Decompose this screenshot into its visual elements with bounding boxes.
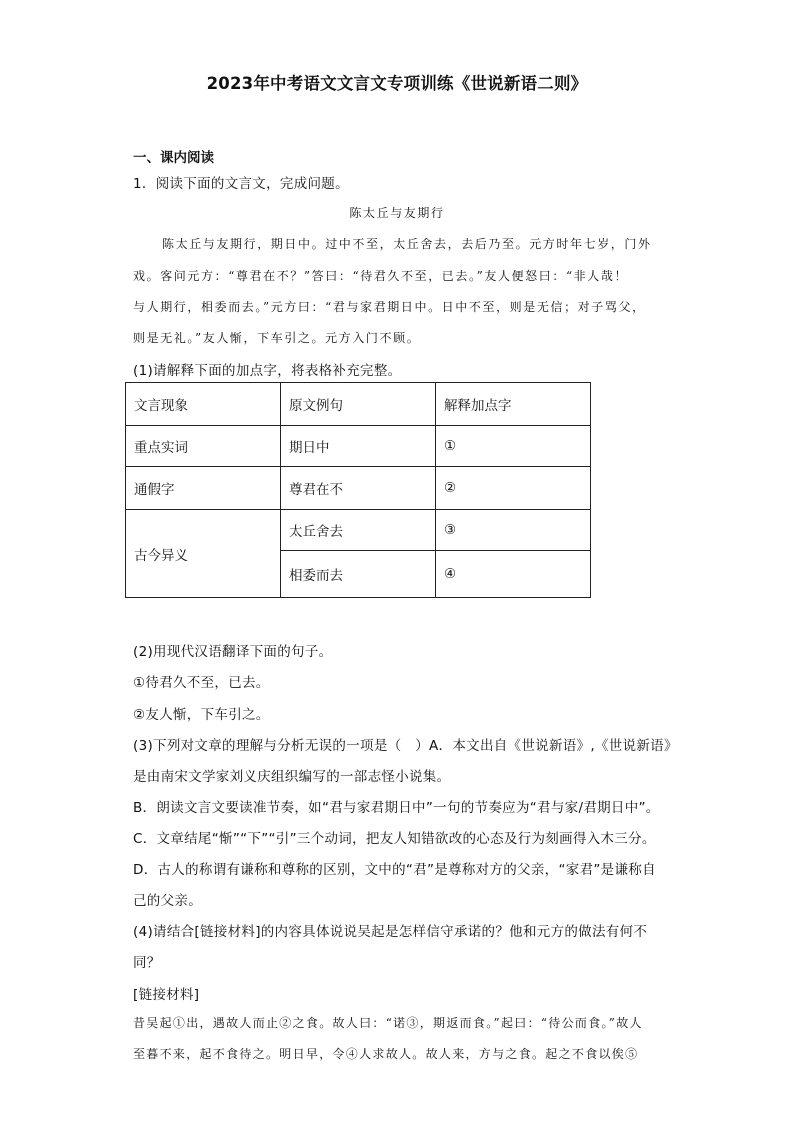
option-d: 己的父亲。	[133, 893, 202, 909]
table-cell: ④	[436, 551, 591, 598]
link-line: 昔吴起①出，遇故人而止②之食。故人曰：“诺③，期返而食。”起曰：“待公而食。”故人	[133, 1016, 643, 1030]
table-cell: 重点实词	[126, 426, 281, 467]
option-b: B．朗读文言文要读准节奏，如“君与家君期日中”一句的节奏应为“君与家/君期日中”。	[133, 800, 660, 816]
sub-question-3: (3)下列对文章的理解与分析无误的一项是（ ）A．本文出自《世说新语》,《世说新语》	[133, 738, 678, 754]
passage-title: 陈太丘与友期行	[349, 206, 445, 220]
sub-question-2: (2)用现代汉语翻译下面的句子。	[133, 644, 333, 660]
translate-item: ②友人惭，下车引之。	[133, 707, 270, 723]
table-cell: 古今异义	[126, 510, 281, 598]
passage-line: 与人期行，相委而去。”元方曰：“君与家君期日中。日中不至，则是无信；对子骂父，	[133, 300, 646, 314]
table-cell: 尊君在不	[281, 467, 436, 510]
table-cell: 期日中	[281, 426, 436, 467]
link-line: 至暮不来，起不食待之。明日早，令④人求故人。故人来，方与之食。起之不食以俟⑤	[133, 1047, 639, 1061]
question-1: 1．阅读下面的文言文，完成问题。	[133, 176, 349, 192]
table-cell: 太丘舍去	[281, 510, 436, 551]
sub-question-4: (4)请结合[链接材料]的内容具体说说吴起是怎样信守承诺的？他和元方的做法有何不	[133, 924, 648, 940]
link-label: [链接材料]	[133, 987, 200, 1003]
table-header: 原文例句	[281, 383, 436, 426]
table-cell: ①	[436, 426, 591, 467]
table-cell: 相委而去	[281, 551, 436, 598]
option-c: C．文章结尾“惭”“下”“引”三个动词，把友人知错欲改的心态及行为刻画得入木三分。	[133, 831, 656, 847]
passage-line: 陈太丘与友期行，期日中。过中不至，太丘舍去，去后乃至。元方时年七岁，门外	[162, 237, 652, 251]
translate-item: ①待君久不至，已去。	[133, 675, 270, 691]
section-heading: 一、课内阅读	[133, 150, 214, 166]
option-d: D．古人的称谓有谦称和尊称的区别，文中的“君”是尊称对方的父亲，“家君”是谦称自	[133, 862, 656, 878]
sub-question-3: 是由南宋文学家刘义庆组织编写的一部志怪小说集。	[133, 769, 451, 785]
table-cell: ②	[436, 467, 591, 510]
table-header: 文言现象	[126, 383, 281, 426]
page-title: 2023年中考语文文言文专项训练《世说新语二则》	[206, 74, 588, 93]
answer-table	[125, 382, 591, 598]
table-cell: 通假字	[126, 467, 281, 510]
sub-question-1: (1)请解释下面的加点字，将表格补充完整。	[133, 363, 402, 379]
sub-question-4: 同？	[133, 955, 161, 971]
table-header: 解释加点字	[436, 383, 591, 426]
table-cell: ③	[436, 510, 591, 551]
passage-line: 则是无礼。”友人惭，下车引之。元方入门不顾。	[133, 331, 421, 345]
passage-line: 戏。客问元方：“尊君在不？”答曰：“待君久不至，已去。”友人便怒曰：“非人哉！	[133, 269, 629, 283]
